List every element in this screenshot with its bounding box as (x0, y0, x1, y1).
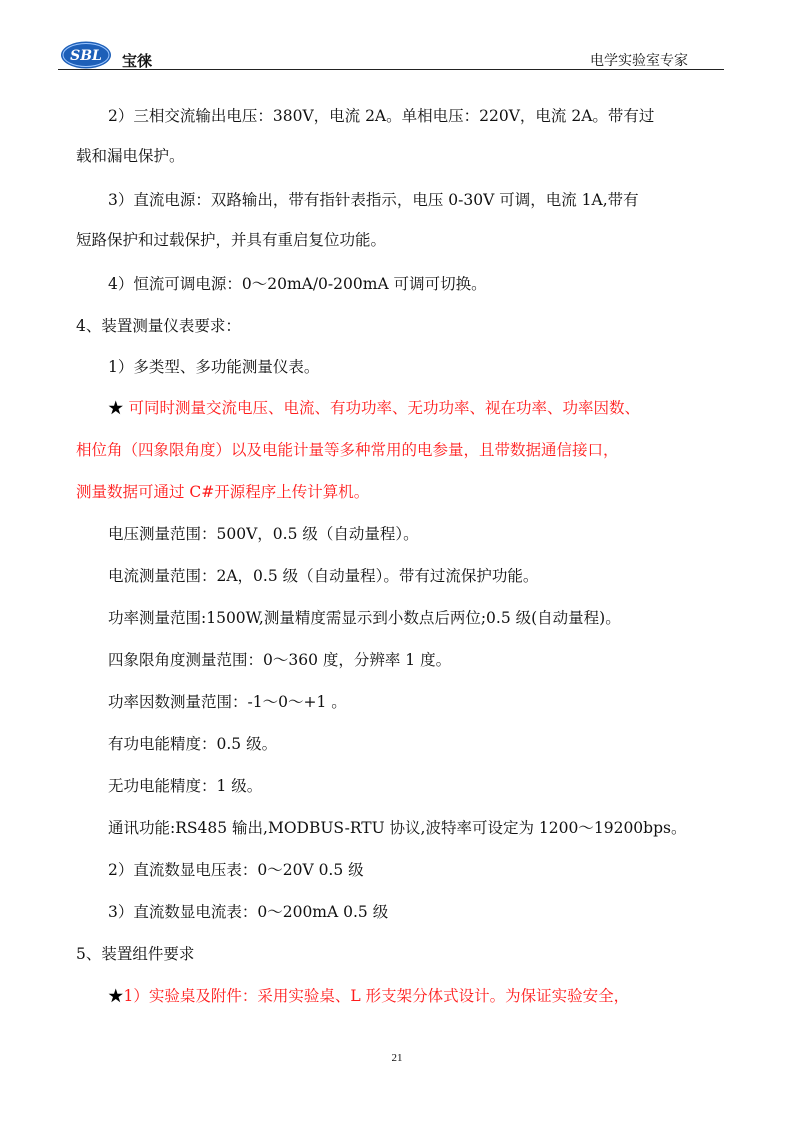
page-number: 21 (391, 1052, 403, 1064)
paragraph-line: 无功电能精度：1 级。 (108, 777, 263, 795)
paragraph-line (108, 986, 629, 1006)
paragraph-line: 1）多类型、多功能测量仪表。 (108, 358, 320, 376)
paragraph-line: 有功电能精度：0.5 级。 (108, 735, 278, 753)
paragraph-line: 四象限角度测量范围：0～360 度，分辨率 1 度。 (108, 651, 452, 669)
paragraph-line: 3）直流数显电流表：0～200mA 0.5 级 (108, 903, 389, 921)
paragraph-line: 2）三相交流输出电压：380V，电流 2A。单相电压：220V，电流 2A。带有过 (108, 107, 655, 125)
paragraph-line: 通讯功能:RS485 输出,MODBUS-RTU 协议,波特率可设定为 1200～19200bps。 (108, 819, 687, 837)
paragraph-line: 2）直流数显电压表：0～20V 0.5 级 (108, 861, 364, 879)
page-header (50, 38, 724, 72)
paragraph-line (108, 398, 640, 418)
highlight-text: 测量数据可通过 C#开源程序上传计算机。 (76, 483, 370, 501)
paragraph-line: 功率测量范围:1500W,测量精度需显示到小数点后两位;0.5 级(自动量程)。 (108, 609, 621, 627)
paragraph-line: 短路保护和过载保护，并具有重启复位功能。 (76, 231, 387, 249)
paragraph-line: 4）恒流可调电源：0～20mA/0-200mA 可调可切换。 (108, 275, 487, 293)
highlight-text: 可同时测量交流电压、电流、有功功率、无功功率、视在功率、功率因数、 (123, 399, 640, 417)
highlight-text: 1）实验桌及附件：采用实验桌、L 形支架分体式设计。为保证实验安全， (123, 987, 630, 1005)
section-heading: 4、装置测量仪表要求： (76, 317, 241, 335)
brand-name: 宝徕 (122, 52, 153, 70)
paragraph-line: 电压测量范围：500V，0.5 级（自动量程）。 (108, 525, 419, 543)
paragraph-line: 电流测量范围：2A，0.5 级（自动量程）。带有过流保护功能。 (108, 567, 539, 585)
star-icon: ★ (108, 987, 124, 1005)
section-heading: 5、装置组件要求 (76, 945, 195, 963)
paragraph-line: 3）直流电源：双路输出，带有指针表指示，电压 0-30V 可调，电流 1A,带有 (108, 191, 639, 209)
header-rule (58, 69, 724, 70)
header-tagline: 电学实验室专家 (590, 53, 688, 69)
sbl-logo (60, 40, 112, 70)
paragraph-line: 载和漏电保护。 (76, 147, 185, 165)
highlight-text: 相位角（四象限角度）以及电能计量等多种常用的电参量，且带数据通信接口， (76, 441, 619, 459)
paragraph-line: 功率因数测量范围：-1～0～+1 。 (108, 693, 347, 711)
logo-text: SBL (70, 48, 102, 64)
star-icon: ★ (108, 399, 124, 417)
